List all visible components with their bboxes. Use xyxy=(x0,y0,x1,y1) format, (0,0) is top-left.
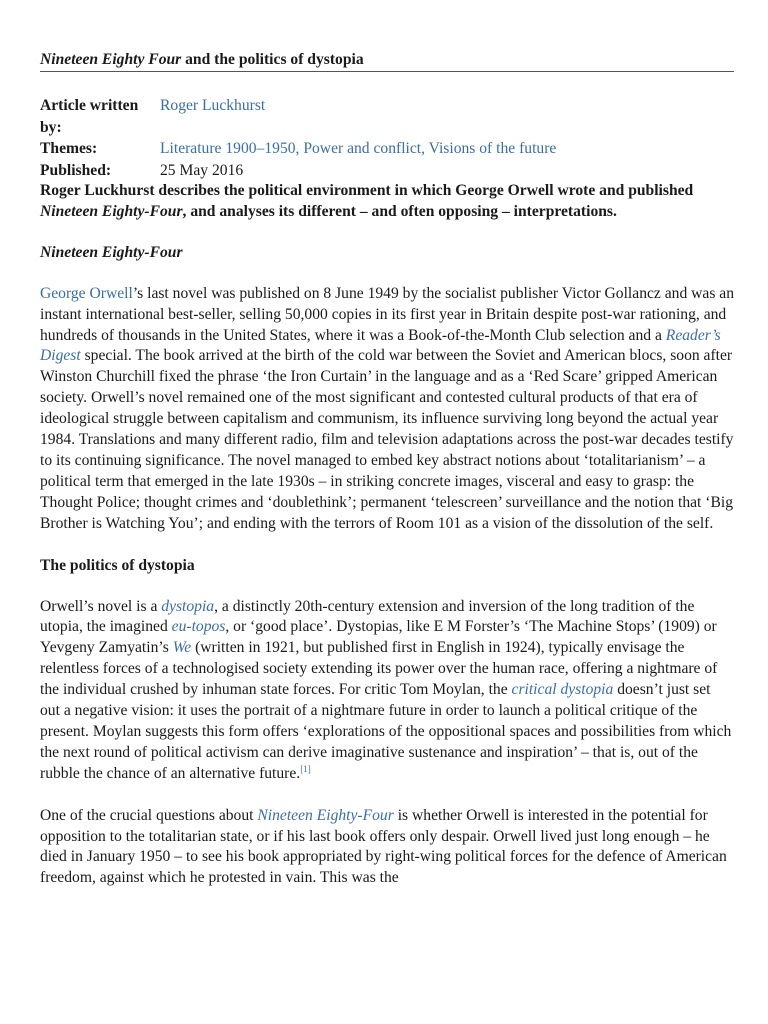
dystopia-link[interactable]: dystopia xyxy=(161,597,215,615)
paragraph-text: One of the crucial questions about xyxy=(40,806,258,824)
paragraph-text: ’s last novel was published on 8 June 1949 by the socialist publisher Victor Gollancz and was an instant international best-seller, selling 50,000 copies in its first year in Britain despite post-war rationing, and hundreds of thousands in the United States, where it was a Book-of-the-Month Club selection and a xyxy=(40,284,735,344)
paragraph-dystopia-definition xyxy=(40,597,734,785)
author-label: Article written by: xyxy=(40,97,139,136)
nineteen-eighty-four-link[interactable]: Nineteen Eighty-Four xyxy=(257,806,394,824)
article-title xyxy=(40,50,734,72)
critical-dystopia-link[interactable]: critical dystopia xyxy=(511,681,614,699)
title-book-name: Nineteen Eighty Four xyxy=(40,51,182,68)
meta-author-row xyxy=(40,95,580,138)
george-orwell-link[interactable]: George Orwell xyxy=(40,284,133,302)
paragraph-text: Orwell’s novel is a xyxy=(40,597,162,615)
themes-label: Themes: xyxy=(40,140,98,157)
article-standfirst xyxy=(40,181,734,223)
article-page xyxy=(40,50,734,910)
standfirst-text-2: , and analyses its different – and often opposing – interpretations. xyxy=(182,202,617,220)
published-label: Published: xyxy=(40,161,112,179)
section-heading-nineteen-eighty-four: Nineteen Eighty-Four xyxy=(40,243,183,261)
article-meta xyxy=(40,95,580,181)
standfirst-text-1: Roger Luckhurst describes the political environment in which George Orwell wrote and published xyxy=(40,182,694,199)
footnote-1-link[interactable]: [1] xyxy=(300,763,311,774)
paragraph-text: (written in 1921, but published first in English in 1924), typically envisage the relentless forces of a technologised society extending its power over the human race, offering a nightmare of the individual crushed by inhuman state forces. For critic Tom Moylan, the xyxy=(40,639,718,699)
readers-digest-link[interactable]: Reader’s Digest xyxy=(40,326,721,365)
paragraph-text: , or ‘good place’. Dystopias, like E M Forster’s ‘The Machine Stops’ (1909) or Yevgeny Zamyatin’s xyxy=(40,618,717,657)
section-heading-politics-of-dystopia: The politics of dystopia xyxy=(40,556,195,574)
paragraph-orwell-last-novel xyxy=(40,284,734,535)
paragraph-text: , a distinctly 20th-century extension and inversion of the long tradition of the utopia, the imagined xyxy=(40,597,695,636)
paragraph-text: is whether Orwell is interested in the potential for opposition to the totalitarian state, or if his last book offers only despair. Orwell lived just long enough – he died in January 1950 – to see his book appropriated by right-wing political forces for the defence of American freedom, against which he protested in vain. This was the xyxy=(40,806,727,887)
published-date: 25 May 2016 xyxy=(160,161,244,179)
title-rest: and the politics of dystopia xyxy=(181,51,364,68)
author-link[interactable]: Roger Luckhurst xyxy=(160,97,266,114)
paragraph-text: special. The book arrived at the birth of the cold war between the Soviet and American blocs, soon after Winston Churchill fixed the phrase ‘the Iron Curtain’ in the language and as a ‘Red Scare’ gripped American society. Orwell’s novel remained one of the most significant and contested cultural products of that era of ideological struggle between capitalism and communism, its influence surviving long beyond the actual year 1984. Translations and many different radio, film and television adaptations across the post-war decades testify to its continuing significance. The novel managed to embed key abstract notions about ‘totalitarianism’ – a political term that emerged in the late 1930s – in striking concrete images, visceral and easy to grasp: the Thought Police; thought crimes and ‘doublethink’; permanent ‘telescreen’ surveillance and the notion that ‘Big Brother is Watching You’; and ending with the terrors of Room 101 as a vision of the dissolution of the self. xyxy=(40,347,734,532)
themes-links[interactable]: Literature 1900–1950, Power and conflict, Visions of the future xyxy=(160,140,557,157)
standfirst-book-title: Nineteen Eighty-Four xyxy=(40,202,183,220)
eu-topos-link[interactable]: eu-topos xyxy=(171,618,226,636)
meta-themes-row xyxy=(40,138,580,160)
we-link[interactable]: We xyxy=(172,639,192,657)
paragraph-crucial-questions xyxy=(40,806,734,890)
meta-published-row xyxy=(40,160,580,182)
paragraph-text: doesn’t just set out a negative vision: it uses the portrait of a nightmare future in order to launch a political critique of the present. Moylan suggests this form offers ‘explorations of the oppositional spaces and possibilities from which the next round of political activism can derive imaginative sustenance and inspiration’ – that is, out of the rubble the chance of an alternative future. xyxy=(40,681,732,782)
